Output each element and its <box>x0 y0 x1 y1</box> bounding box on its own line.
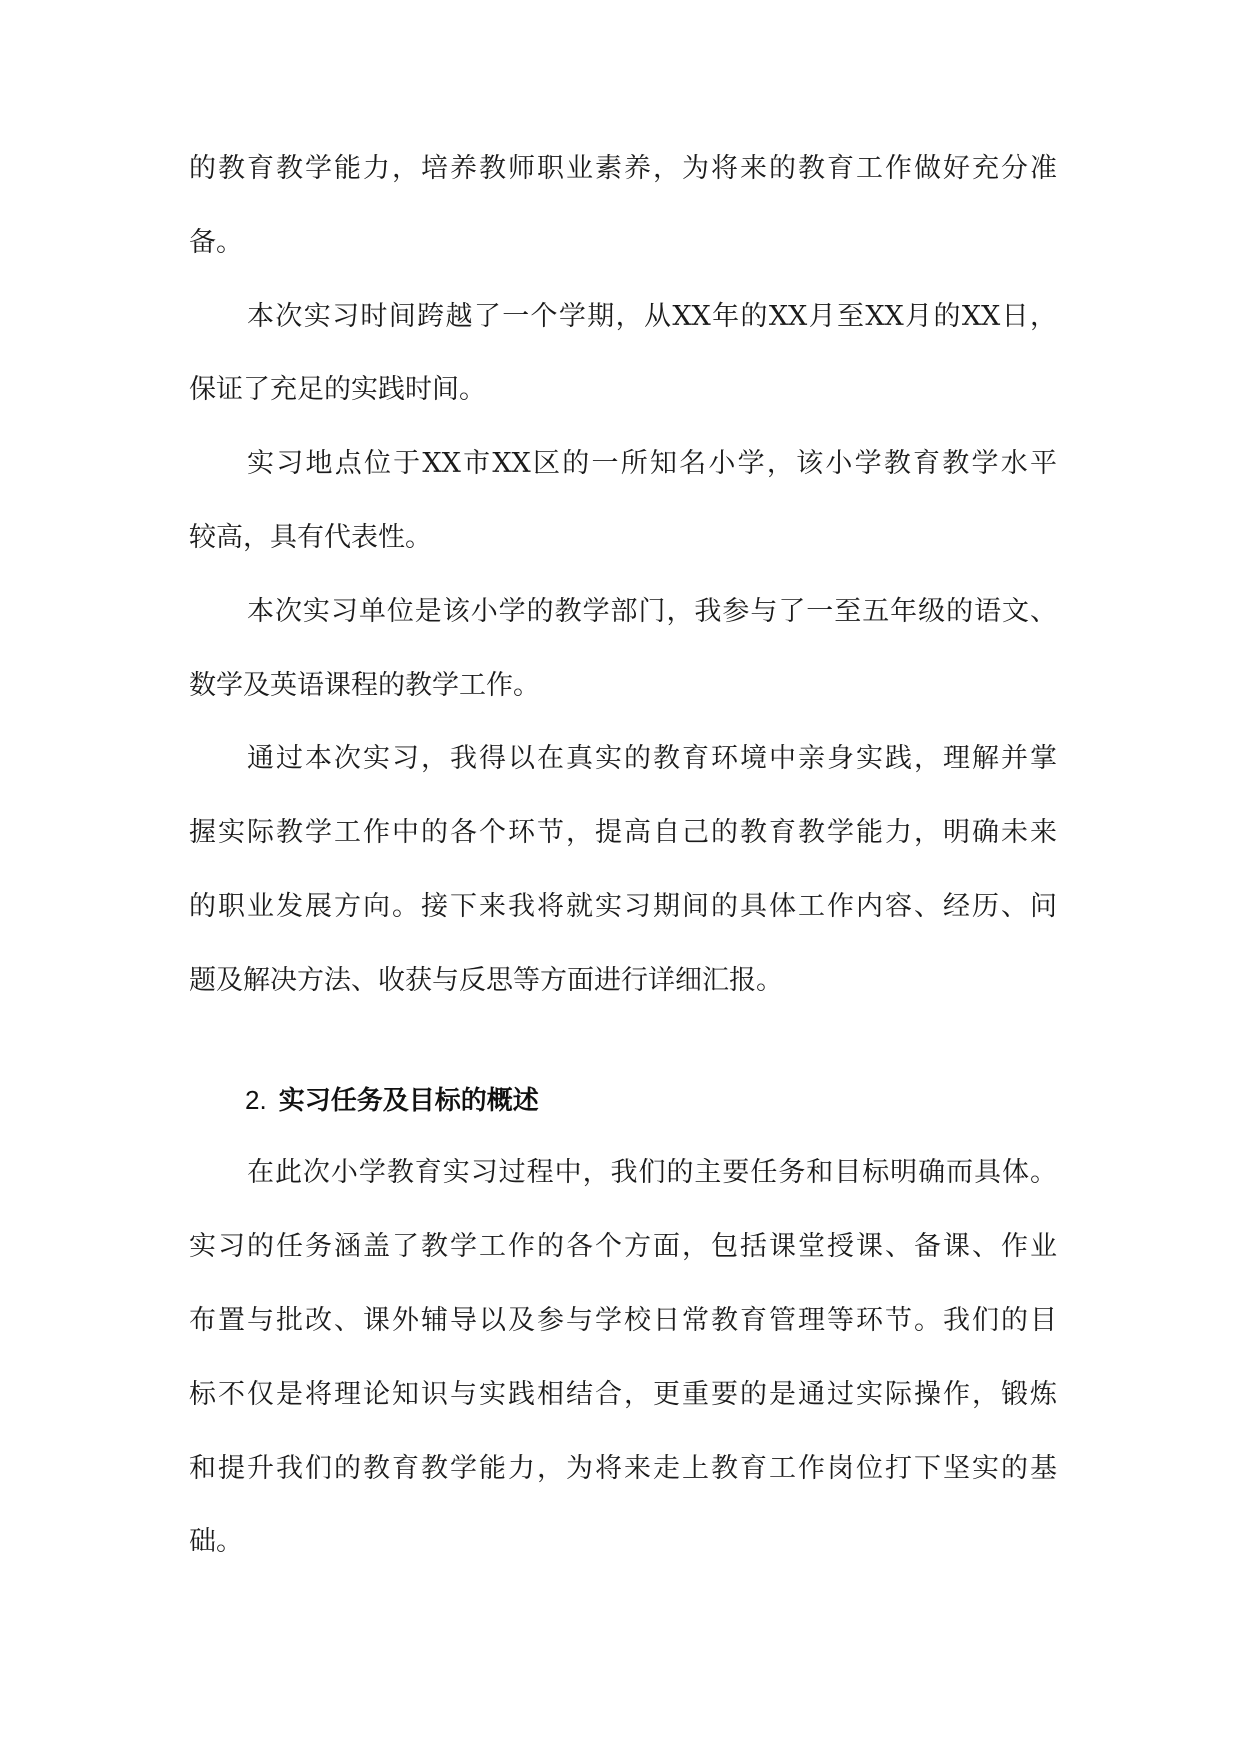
section-heading <box>189 1076 1057 1150</box>
section-number: 2. <box>245 1084 267 1115</box>
text-line: 的职业发展方向。接下来我将就实习期间的具体工作内容、经历、问 <box>189 890 1057 922</box>
paragraph <box>189 1149 1057 1592</box>
paragraph <box>189 145 1057 293</box>
text-line: 在此次小学教育实习过程中，我们的主要任务和目标明确而具体。 <box>247 1157 1057 1189</box>
text-line: 标不仅是将理论知识与实践相结合，更重要的是通过实际操作，锻炼 <box>189 1378 1057 1410</box>
paragraph <box>189 735 1057 1030</box>
text-line: 保证了充足的实践时间。 <box>189 374 486 406</box>
text-line: 实习地点位于XX市XX区的一所知名小学，该小学教育教学水平 <box>247 448 1057 480</box>
text-line: 实习的任务涵盖了教学工作的各个方面，包括课堂授课、备课、作业 <box>189 1231 1057 1263</box>
text-line: 布置与批改、课外辅导以及参与学校日常教育管理等环节。我们的目 <box>189 1304 1057 1336</box>
text-line: 握实际教学工作中的各个环节，提高自己的教育教学能力，明确未来 <box>189 817 1057 849</box>
text-line: 较高，具有代表性。 <box>189 521 432 553</box>
text-line: 的教育教学能力，培养教师职业素养，为将来的教育工作做好充分准 <box>189 153 1057 184</box>
text-line: 本次实习单位是该小学的教学部门，我参与了一至五年级的语文、 <box>247 595 1057 627</box>
paragraph <box>189 440 1057 588</box>
text-line: 题及解决方法、收获与反思等方面进行详细汇报。 <box>189 964 783 996</box>
document-body <box>189 145 1057 1592</box>
paragraph <box>189 588 1057 736</box>
text-line: 本次实习时间跨越了一个学期，从XX年的XX月至XX月的XX日， <box>247 300 1057 332</box>
text-line: 数学及英语课程的教学工作。 <box>189 669 540 701</box>
text-line: 通过本次实习，我得以在真实的教育环境中亲身实践，理解并掌 <box>247 743 1057 775</box>
paragraph <box>189 293 1057 441</box>
text-line: 础。 <box>189 1526 243 1558</box>
text-line: 备。 <box>189 226 243 258</box>
text-line: 和提升我们的教育教学能力，为将来走上教育工作岗位打下坚实的基 <box>189 1452 1057 1484</box>
section-title: 实习任务及目标的概述 <box>278 1085 539 1116</box>
